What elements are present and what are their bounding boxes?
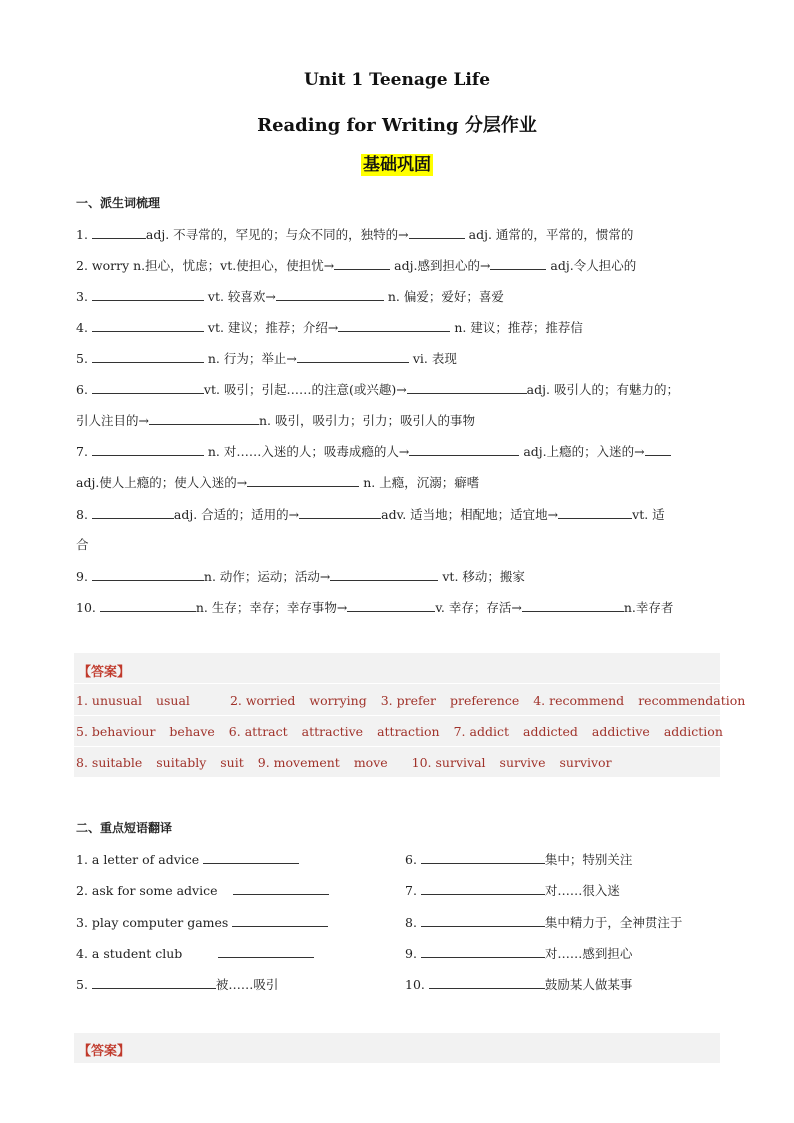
list-item: 6. 集中；特别关注 — [405, 852, 633, 867]
answer-row: 5. behaviour behave 6. attract attractive attraction 7. addict addicted addictive addiction — [76, 724, 723, 739]
list-item: 9. n. 动作；运动；活动→ vt. 移动；搬家 — [76, 569, 525, 584]
answer-box — [74, 1033, 720, 1063]
level-highlight: 基础巩固 — [363, 155, 431, 175]
list-item: 3. vt. 较喜欢→ n. 偏爱；爱好；喜爱 — [76, 289, 504, 304]
answer-label: 【答案】 — [78, 665, 131, 680]
list-item: 10. 鼓励某人做某事 — [405, 977, 633, 992]
list-item: 4. a student club — [76, 945, 314, 962]
list-item: 9. 对……感到担心 — [405, 946, 633, 961]
list-item: 2. worry n.担心，忧虑；vt.使担心，使担忧→ adj.感到担心的→ adj.令人担心的 — [76, 258, 637, 273]
answer-box — [74, 653, 746, 777]
page-title: Unit 1 Teenage Life — [303, 70, 491, 90]
list-item: 8. 集中精力于，全神贯注于 — [405, 915, 683, 930]
list-item: 8. adj. 合适的；适用的→ adv. 适当地；相配地；适宜地→ vt. 适 — [76, 507, 665, 522]
list-item: 合 — [76, 537, 89, 552]
list-item: 5. n. 行为；举止→ vi. 表现 — [76, 351, 457, 366]
answer-row: 1. unusual usual 2. worried worrying 3. prefer preference 4. recommend recommendation — [76, 693, 746, 708]
section1-heading: 一、派生词梳理 — [76, 196, 161, 210]
list-item: 引人注目的→ n. 吸引，吸引力；引力；吸引人的事物 — [76, 413, 475, 428]
list-item: 1. adj. 不寻常的，罕见的；与众不同的，独特的→ adj. 通常的，平常的，惯常的 — [76, 227, 634, 242]
list-item: adj.使人上瘾的；使人入迷的→ n. 上瘾，沉溺；癖嗜 — [76, 475, 480, 490]
list-item: 2. ask for some advice — [76, 882, 329, 899]
list-item: 7. n. 对……入迷的人；吸毒成瘾的人→ adj.上瘾的；入迷的→ — [76, 443, 671, 460]
list-item: 3. play computer games — [76, 914, 328, 931]
list-item: 4. vt. 建议；推荐；介绍→ n. 建议；推荐；推荐信 — [76, 320, 583, 335]
list-item: 6. vt. 吸引；引起……的注意(或兴趣)→ adj. 吸引人的；有魅力的； — [76, 382, 679, 397]
answer-label: 【答案】 — [78, 1044, 131, 1059]
list-item: 10. n. 生存；幸存；幸存事物→ v. 幸存；存活→ n.幸存者 — [76, 600, 674, 615]
answer-row: 8. suitable suitably suit 9. movement move 10. survival survive survivor — [76, 755, 612, 770]
section2-heading: 二、重点短语翻译 — [76, 821, 173, 835]
page-subtitle: Reading for Writing 分层作业 — [257, 115, 537, 136]
list-item: 5. 被……吸引 — [76, 977, 279, 992]
list-item: 7. 对……很入迷 — [405, 883, 620, 898]
list-item: 1. a letter of advice — [76, 851, 299, 868]
level-label — [0, 150, 794, 175]
